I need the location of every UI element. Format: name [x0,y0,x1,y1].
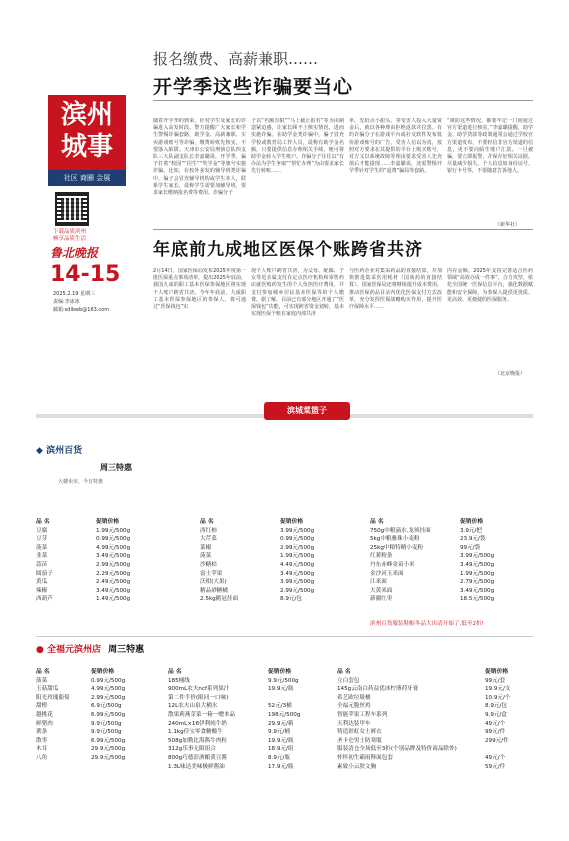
item-price: 8.9元/瓶 [268,754,290,761]
item-name: 金沙河玉米面 [370,570,404,577]
item-name: 铸造彩虹女士裤衣 [337,729,382,736]
table-row [36,578,130,587]
col-header: 促销价格 [485,669,509,675]
item-price: 9.9元/桶 [268,729,290,736]
qr-code-icon[interactable] [55,192,89,226]
story1-col-4: “谨防这些情况，都要牢记一门间通过官方渠道进行核实。”李嘉璐提醒，助学金、助学贷款等政策通常会通过学校官方渠道发布，不要轻信非官方渠道的信息，更不要向陌生账户汇款。一旦被骗，要立即报警，并保存好相关证据，尽量减少损失。个人信息如身份证号、银行卡号等，不要随意告诉他人。 [447,118,533,175]
item-name: 菠菜 [36,544,48,551]
item-price: 299元/件 [485,737,509,744]
item-price: 9.9元/盒 [485,711,507,718]
qr-caption-1: 下载品质滨州 [53,229,87,235]
table-row [168,694,300,703]
table-row [337,685,511,694]
story2-col-2: 现个人账户跨省共济，为父母、配偶、子女等近亲属支付在定点医疗机构和零售药店就医购药发生的个人负担医疗费用，并支付参加城乡居民基本医保等的个人缴费。据了解，目前已有部分地区开通了“医保钱包”功能，可实现跨省资金划转，基本实现医保个账在家庭内部共济 [251,268,344,318]
item-price [268,694,300,703]
item-price: 3.99元/500g [460,553,495,560]
item-name: 800g巧德彭酒酿黄豆酱 [168,754,227,761]
store2-name: 全福元滨州店 [47,645,102,655]
item-price: 2.49元/500g [96,579,131,586]
item-price: 19.9元/瓶 [268,686,294,693]
item-price: 2.99元/500g [96,561,131,568]
item-name: 希艺欧垃圾桶 [337,694,371,701]
store2-table-c [337,668,511,771]
item-name: 服装清仓全场低至3折(个别品牌及特价商品除外) [337,746,457,753]
table-row [200,587,314,596]
table-row [36,745,125,754]
item-name: 全福元脆丝鸡 [337,703,371,710]
item-name: 1.3L味达美味极鲜酱油 [168,763,225,770]
item-name: 江米面 [370,579,387,586]
table-row [337,763,511,772]
item-name: 富士苹果 [200,570,223,577]
item-price: 6.99元/500g [91,737,126,744]
item-name: 第二件半价(限同一口味) [168,694,229,701]
table-row [200,570,314,579]
item-price: 29.9元/500g [91,746,126,753]
table-row [200,535,314,544]
story1-credit: （新华社） [495,222,521,228]
item-name: 怀怀初生霸雨释面包套 [337,754,393,761]
item-price: 1.99元/500g [96,527,131,534]
table-row [36,587,130,596]
table-row [36,535,130,544]
table-row [168,763,300,772]
item-price: 0.99元/500g [91,677,126,684]
item-price: 3.49元/500g [280,570,315,577]
item-name: 丹东赤峰金苗小米 [370,561,415,568]
item-name: 12L农夫山泉大桶水 [168,703,218,710]
page-number: 14-15 [50,262,121,287]
item-price: 49元/个 [485,754,506,761]
table-row [168,754,300,763]
store1-table-c [370,518,494,604]
item-name: 5kg中粮雅珠小麦粉 [370,536,420,543]
item-name: 圣卡仑男士防寒服 [337,737,382,744]
col-header: 品 名 [168,669,182,675]
item-name: 阳光玫瑰葡萄 [36,694,70,701]
item-name: 天利达装甲车 [337,720,371,727]
issue-date: 2025.2.19 星期三 [53,291,96,297]
item-name: 新疆红枣 [370,596,393,603]
item-price: 6.9元/500g [91,703,122,710]
store1-title: 周三特惠 [100,463,132,472]
table-row [168,720,300,729]
section-title-line-1: 滨州 [60,100,113,130]
item-name: 韭菜 [36,553,48,560]
item-name: 散枣 [36,737,48,744]
store2-table-b [168,668,300,771]
table-row [337,711,511,720]
item-name: 1.1kg佳宝零食糖酸牛 [168,729,223,736]
table-row [200,552,314,561]
item-name: 精品砂糖橘 [200,587,228,594]
table-row [337,702,511,711]
item-price: 9.9元/500g [91,720,122,727]
item-name: 900mL农夫ncf系列果汁 [168,686,230,693]
item-price: 3.49元/500g [96,587,131,594]
table-row [168,711,300,720]
table-row [200,561,314,570]
item-name: 240mL×16伊利纯牛奶 [168,720,228,727]
story1-kicker: 报名缴费、高薪兼职…… [153,50,319,68]
store1-table-b [200,518,314,604]
item-name: 菠菜 [200,553,212,560]
divider [153,100,533,101]
item-price: 2.99元/500g [91,694,126,701]
col-header: 促销价格 [96,519,120,525]
story2-col-4: 内存金额。2025年支持完善适合医药领域“高效办成一件事”，合力攻坚，依托全国统一医保信息平台，强化数据赋能和安全保障，为参保人提供更优质、更高效、更便捷的医保服务。 [447,268,533,303]
item-name: 豆腐 [36,527,48,534]
item-name: 沃柑(大果) [200,579,227,586]
item-name: 菜椒 [200,544,212,551]
story1-col-3: 单、先给点小甜头，等受害人投入大量资金后，就以各种理由拒绝返款并拉黑。有的诈骗分子在游戏平台或社交软件发布低价游戏账号的广告，受害人信以为真，按照对方要求在其提供的平台上购买账号，对方又以系统故障等理由要求受害人先充值后才能提现……李嘉璐说，还需警惕开学季针对学生的“退费”骗局等套路。 [349,118,442,175]
item-name: 西红柿 [200,527,217,534]
item-price: 52元/3桶 [268,703,292,710]
item-name: 沙糖桔 [200,561,217,568]
item-name: 2.5kg鹅冠挂面 [200,596,239,603]
item-price: 23.9元/袋 [460,536,486,543]
item-name: 薯条 [36,729,48,736]
col-header: 促销价格 [460,519,484,525]
section-title [48,95,126,170]
table-row [370,570,494,579]
table-row [337,754,511,763]
table-row [36,685,125,694]
item-price: 8.9元/包 [485,703,507,710]
item-name: 散果莉燕芽菜一箱一赠本品 [168,711,236,718]
item-price: 18.9元/组 [268,746,294,753]
store2-title: 周三特惠 [108,645,145,655]
item-name: 黄瓜 [36,579,48,586]
item-price: 3.49元/500g [96,553,131,560]
col-header: 品 名 [200,519,214,525]
item-price: 59元/件 [485,763,506,770]
table-row [200,544,314,553]
editor: 责编:李冰冰 [53,299,80,305]
editor-email: 邮箱:sdlbwb@163.com [53,307,110,313]
col-header: 品 名 [337,669,351,675]
item-name: 25kg中粮特精小麦粉 [370,544,424,551]
item-name: 八角 [36,754,48,761]
item-price: 18.5元/500g [460,596,495,603]
table-row [370,544,494,553]
item-name: 辣椒 [36,587,48,594]
item-name: 立白套包 [337,677,360,684]
item-price: 2.79元/500g [460,579,495,586]
section-subtitle: 社区 商圈 会展 [48,170,126,186]
store-logo-icon: ● [36,645,44,655]
item-price: 19.9元/瓶 [268,737,294,744]
table-row [370,595,494,604]
shopping-banner: 滨城菜篮子 [264,402,350,420]
item-name: 蒜苗 [36,561,48,568]
table-row [36,544,130,553]
table-row [36,552,130,561]
table-row [36,702,125,711]
store1-name: 滨州百货 [46,446,83,456]
table-row [168,685,300,694]
item-price: 4.99元/500g [96,544,131,551]
item-price: 2.99元/500g [280,544,315,551]
store1-subtitle: 大楼卖市，今日特惠 [58,479,104,485]
item-name: 750g中粮滴水.龙须挂面 [370,527,431,534]
item-price: 4.49元/500g [280,561,315,568]
item-name: 西葫芦 [36,596,53,603]
table-row [36,561,130,570]
table-row [200,595,314,604]
item-price: 9.9元/500g [268,677,299,684]
table-row [168,702,300,711]
story2-col-3: 与医药企业对集采药品的直接结算，并加快推进集采医用耗材（国谈药的直接结算）。国家医保局还将继续提升成本费用，推动医保药品目录内优化医保支付方式改革，充分发挥医保战略购买作用，提升医疗保障水平…… [349,268,442,311]
table-row [36,677,125,686]
item-name: 素致小云肤文胸 [337,763,377,770]
item-name: 豆芽 [36,536,48,543]
item-name: 312g乐事无限组合 [168,746,216,753]
item-price: 3.9元/把 [460,527,482,534]
table-row [36,570,130,579]
col-header: 品 名 [36,519,50,525]
item-price: 99元/袋 [460,544,481,551]
item-name: 圆茄子 [36,570,53,577]
story1-col-2: 子以“名额有限”“马上截止报名”等为由制造紧迫感，让家长顾不上核实情况，进而实施诈骗。在助学金类诈骗中，骗子冒充学校或教育局工作人员，谎称有助学金名额，只要提供信息办理相关手续，便可将助学金转入学生账户。诈骗分子往往以“有办法为学生争取”“帮忙办理”为由要求家长先行转账…… [251,118,344,175]
table-row [36,720,125,729]
store2-logo [36,642,144,655]
item-price: 2.99元/500g [280,587,315,594]
table-row [36,595,130,604]
item-name: 鲜猪肉 [36,720,53,727]
item-name: 菠菜 [36,677,48,684]
item-name: 145g云南白药益优冰柠薄荷牙膏 [337,686,419,693]
table-row [36,754,125,763]
item-price: 9.9元/500g [91,729,122,736]
item-price: 6.99元/500g [91,711,126,718]
table-row [337,737,511,746]
col-header: 促销价格 [280,519,304,525]
table-row [370,578,494,587]
item-name: 大芹菜 [200,536,217,543]
col-header: 品 名 [370,519,384,525]
item-name: 红薯粉条 [370,553,393,560]
item-price: 49元/个 [485,720,506,727]
qr-caption-2: 畅享品质生活 [53,236,87,242]
item-price: 8.9元/包 [280,596,302,603]
table-row [36,728,125,737]
col-header: 品 名 [36,669,50,675]
table-row [337,745,511,754]
item-price: 17.9元/瓶 [268,763,294,770]
item-price: 1.99元/500g [280,553,315,560]
item-name: 大黄米面 [370,587,393,594]
table-row [337,728,511,737]
story2-headline: 年底前九成地区医保个账跨省共济 [153,240,423,260]
item-price: 1.49元/500g [96,596,131,603]
item-price: 3.99元/500g [280,527,315,534]
table-row [370,527,494,536]
table-row [337,720,511,729]
item-price: 19.9元/支 [485,686,511,693]
item-price: 4.99元/500g [91,686,126,693]
item-price: 3.99元/500g [280,579,315,586]
table-row [200,578,314,587]
table-row [36,527,130,536]
item-price: 29.9元/箱 [268,720,294,727]
table-row [370,535,494,544]
section-title-line-2: 城事 [60,132,113,162]
story2-col-1: 2月14日，国家医保局发布2025年度第一批医保重点事项清单，提出2025年底前，我国九成的职工基本医保参保地区将实现个人账户跨省共济。今年年底前，九成职工基本医保参保地区的参保人，将可通过“医保钱包”实 [153,268,246,311]
item-price [485,745,511,754]
divider [153,229,533,230]
col-header: 促销价格 [91,669,115,675]
item-price: 10.9元/个 [485,694,511,701]
store1-note: 滨州百货服装鞋帽冬品大出清开始了,低至2折! [370,621,484,627]
item-name: 508g加勒比海酱牛肉粒 [168,737,227,744]
item-name: 玉菇甜瓜 [36,686,59,693]
table-row [168,728,300,737]
item-price: 3.49元/500g [460,561,495,568]
table-row [36,711,125,720]
item-name: 甜橙 [36,703,48,710]
item-name: 185桶线 [168,677,190,684]
story1-col-1: 随着开学季的到来，针对学生及家长的诈骗进入高发时段。警方提醒广大家长和学生警惕诈骗套路，助学金、高薪兼职、买卖游戏账号等诈骗，缴费转账先核实，不要落入陷阱。天津市公安局刑侦总队四支队三大队副支队长李嘉璐说，开学季，骗子打着“校园”“招生”“奖学金”等旗号实施诈骗。比如，在校外多发的辅导班类诈骗中，骗子会冒充辅导机构或学生本人，联系学生家长，谎称学生需要加辅导班，要求家长缴纳报名费等费用。诈骗分子 [153,118,246,197]
table-row [337,694,511,703]
table-row [168,677,300,686]
table-row [36,694,125,703]
table-row [168,745,300,754]
item-price: 198元/500g [268,711,301,718]
item-price: 3.49元/500g [460,587,495,594]
item-price: 99元/件 [485,729,506,736]
item-price: 1.99元/500g [460,570,495,577]
item-name: 木耳 [36,746,48,753]
item-name: 智能苹果工程车系列 [337,711,388,718]
story2-credit: （北京晚报） [495,371,526,377]
table-row [370,552,494,561]
table-row [370,561,494,570]
item-price: 29.9元/500g [91,754,126,761]
store2-table-a [36,668,125,763]
divider [36,636,533,637]
table-row [370,587,494,596]
item-name: 越桃花 [36,711,53,718]
table-row [168,737,300,746]
item-price: 0.99元/500g [280,536,315,543]
item-price: 0.99元/500g [96,536,131,543]
table-row [200,527,314,536]
story1-headline: 开学季这些诈骗要当心 [153,76,354,98]
item-price: 2.29元/500g [96,570,131,577]
table-row [337,677,511,686]
item-price: 99元/套 [485,677,506,684]
newspaper-logo: 鲁北晚报 [50,246,99,260]
store1-logo [36,443,82,456]
store-logo-icon: ◆ [36,446,43,456]
col-header: 促销价格 [268,669,292,675]
store1-table-a [36,518,130,604]
table-row [36,737,125,746]
